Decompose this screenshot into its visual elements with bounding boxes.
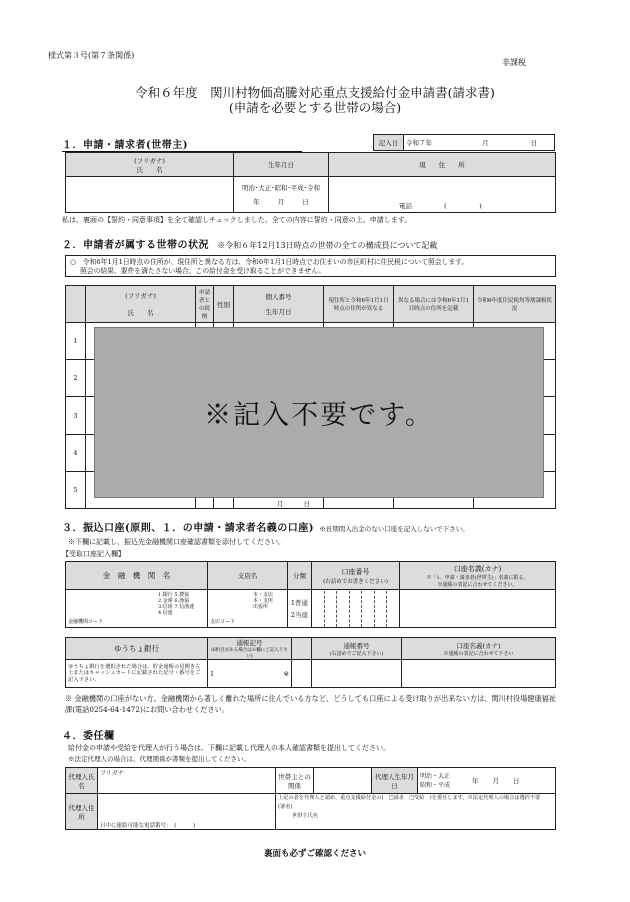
bank-code-label: 金融機関コード: [68, 619, 104, 625]
bank-entry-label: 【受取口座記入欄】: [62, 550, 125, 558]
branch-field[interactable]: 本・支店 本・支所 出張所 支店コード: [208, 590, 288, 628]
relation-label: 世帯主との関係: [276, 768, 314, 794]
bank-types: 1.銀行 5.農協 2.金庫 6.漁協 3.信組 7.信漁連 4.信連: [158, 592, 195, 616]
delegation-note1: 給付金の申請や受給を代理人が行う場合は、下欄に記載し代理人の本人確認書類を提出してください。: [68, 744, 390, 752]
section2-heading-row: [62, 236, 556, 251]
account-number-field[interactable]: [312, 590, 400, 628]
notice-box: ○ 令和6年1月1日時点の住所が、現住所と異なる方は、令和6年1月1日時点でお住まいの市区町村に住民税について照会します。 照会の結果、要件を満たさない場合、この給付金を受け取ることができません。: [65, 255, 556, 277]
agent-birth-field[interactable]: 明治・大正 昭和・平成 年 月 日: [418, 768, 556, 794]
bank-name-header: 金 融 機 関 名: [66, 562, 208, 590]
section4-heading: ４．委任欄: [62, 731, 115, 742]
yucho-holder-header: 口座名義(カナ) ※通帳の表記に合わせて下さい: [402, 638, 556, 660]
form-title: 令和６年度 関川村物価高騰対応重点支援給付金申請書(請求書): [135, 85, 495, 100]
passbook-code-header: 通帳記号 (6桁目がある場合は※欄にご記入下さい): [208, 638, 292, 660]
tax-exempt-label: 非課税: [502, 58, 526, 67]
yucho-note: ゆうちょ銀行を選択された場合は、貯金通帳の見開き左上またはキャッシュカードに記載された記号・番号をご記入下さい。: [66, 660, 208, 688]
household-name-header: (フリガナ) 氏 名: [86, 286, 196, 323]
applicant-address-header: 現 住 所: [329, 153, 556, 177]
not-required-overlay: ※記入不要です。: [94, 327, 544, 498]
bank-table: [65, 561, 556, 628]
applicant-address-field[interactable]: 電話 ( ): [329, 177, 556, 213]
agent-name-field[interactable]: フリガナ: [98, 768, 276, 794]
section3-heading: ３．振込口座(原則、１．の申請・請求者名義の口座): [62, 523, 314, 534]
phone-label: 電話: [399, 202, 412, 210]
row-number: 5: [66, 471, 86, 508]
applicant-birth-field[interactable]: 明治･大正･昭和･平成･令和 年 月 日: [234, 177, 329, 213]
row-number: 2: [66, 360, 86, 397]
yucho-header: ゆうちょ銀行: [66, 638, 208, 660]
entry-date-table: [373, 134, 555, 151]
entry-date-field[interactable]: 令和７年 月 日: [404, 135, 555, 151]
section1-heading: １．申請・請求者(世帯主): [62, 136, 302, 152]
entry-date-label: 記入日: [374, 135, 404, 151]
householder-label: 世帯主氏名: [292, 813, 318, 819]
applicant-table: [65, 152, 556, 213]
footer-note: 裏面も必ずご確認ください: [263, 849, 366, 859]
tax-status-header: 令和6年度住民税均等割課税状況: [474, 286, 556, 323]
addr-diff-header: 現住所と令和6年1月1日時点の住所が異なる: [324, 286, 394, 323]
section3-note: ※長期間入出金のない口座を記入しないで下さい。: [319, 525, 469, 533]
addr-write-header: 異なる場合には令和6年1月1日時点の住所を記載: [394, 286, 474, 323]
agent-address-field[interactable]: 日中に連絡可能な電話番号： ( ): [98, 794, 276, 830]
account-header: 口座番号 (右詰めでお書きください): [312, 562, 400, 590]
applicant-name-header: (フリガナ) 氏 名: [66, 153, 234, 177]
holder-field[interactable]: [400, 590, 556, 628]
form-subtitle: (申請を必要とする世帯の場合): [228, 100, 402, 115]
passbook-no-header: 通帳番号 (右詰めでご記入下さい): [312, 638, 402, 660]
applicant-name-field[interactable]: [66, 177, 234, 213]
sex-header: 性別: [214, 286, 234, 323]
applicant-birth-header: 生年月日: [234, 153, 329, 177]
delegation-statement: 上記の者を代理人と認め、重点支援給付金の( □請求 □受給 )を委任します。※法定代理人の場合は選択不要 (署名) 世帯主氏名: [276, 794, 556, 830]
form-number: 様式第３号(第７条関係): [48, 51, 135, 60]
relation-field[interactable]: [314, 768, 372, 794]
type-header: 分類: [288, 562, 312, 590]
passbook-code-field[interactable]: 1 ※: [208, 660, 292, 688]
row-number: 4: [66, 434, 86, 471]
section3-heading-row: [62, 519, 556, 534]
agent-name-label: 代理人氏名: [66, 768, 98, 794]
row-number: 1: [66, 323, 86, 360]
consent-text: 私は、裏面の【誓約・同意事項】を全て確認しチェックしました。全ての内容に誓約・同意の上、申請します。: [62, 216, 412, 224]
yucho-table: [65, 637, 556, 688]
type-field[interactable]: 1普通 2当座: [288, 590, 312, 628]
section2-heading: ２．申請者が属する世帯の状況: [62, 240, 209, 251]
branch-code-label: 支店コード: [210, 619, 236, 625]
holder-header: 口座名義(カナ) ※「1．申請・請求者(世帯主)」名義に限る。 ※通帳の表記に合わせてください。: [400, 562, 556, 590]
attach-note: ※下欄に記載し、振込先金融機関口座確認書類を添付してください。: [68, 538, 285, 546]
agent-table: [65, 767, 556, 830]
delegation-note2: ※法定代理人の場合は、代理関係が書類を提出してください。: [68, 755, 250, 763]
no-account-warning: ※ 金融機関の口座がない方、金融機関から著しく離れた場所に住んでいる方など、どうしても口座による受け取りが出来ない方は、関川村役場健康福祉課(電話0254-64-1472)にお問い合わせください。: [65, 694, 557, 714]
row-number: 3: [66, 397, 86, 434]
agent-address-label: 代理人住所: [66, 794, 98, 830]
passbook-no-field[interactable]: [312, 660, 402, 688]
bank-name-field[interactable]: [66, 590, 208, 628]
branch-header: 支店名: [208, 562, 288, 590]
household-table: (フリガナ) 氏 名 申請者との続柄 性別 個人番号 生年月日 現住所と令和6年1月1日時点の住所が異なる 異なる場合には令和6年1月1日時点の住所を記載 令和6年度住民税均等割課税状況 1 2 3 4 5 月 日: [65, 285, 556, 509]
mynumber-header: 個人番号 生年月日: [234, 286, 324, 323]
relation-header: 申請者との続柄: [196, 286, 214, 323]
yucho-holder-field[interactable]: [402, 660, 556, 688]
section2-subheading: ※令和６年12月13日時点の世帯の全ての構成員について記載: [217, 241, 438, 250]
agent-birth-label: 代理人生年月日: [372, 768, 418, 794]
